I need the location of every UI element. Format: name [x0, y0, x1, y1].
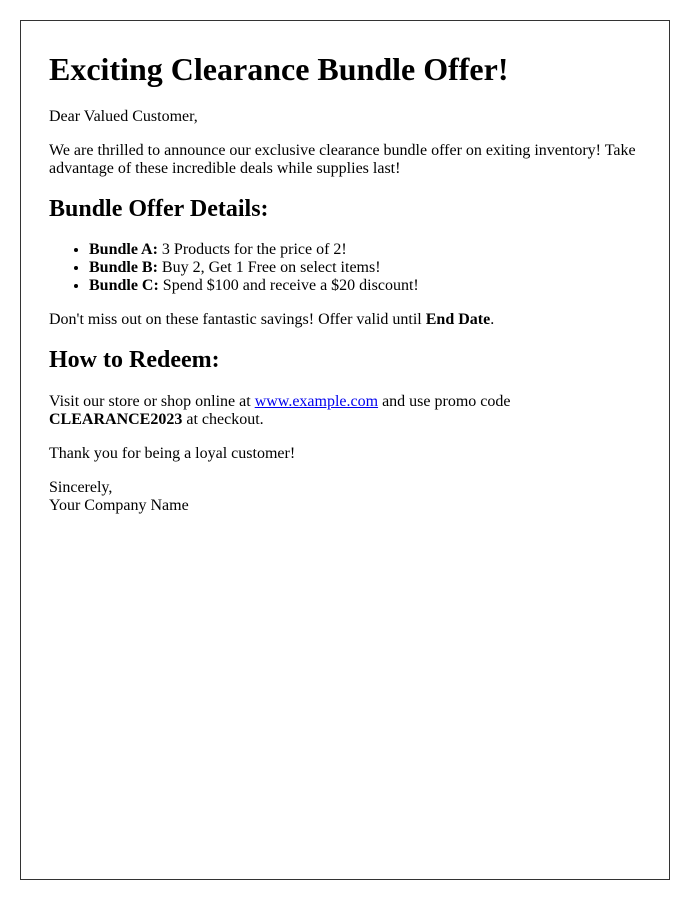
validity-paragraph [49, 311, 649, 329]
bundle-text: Buy 2, Get 1 Free on select items! [157, 259, 381, 277]
company-name: Your Company Name [49, 496, 189, 514]
redeem-paragraph [49, 393, 649, 429]
bundle-label: Bundle B: [89, 259, 158, 277]
end-date: End Date [425, 311, 491, 329]
redeem-text: at checkout. [182, 410, 264, 428]
bundle-list [49, 241, 649, 295]
redeem-text: and use promo code [378, 392, 511, 410]
list-item [89, 277, 649, 295]
store-link[interactable]: www.example.com [254, 392, 379, 410]
validity-end: . [490, 311, 495, 329]
greeting: Dear Valued Customer, [49, 107, 198, 125]
bundle-text: Spend $100 and receive a $20 discount! [158, 277, 419, 295]
promo-code: CLEARANCE2023 [49, 410, 183, 428]
letter-page [20, 20, 670, 880]
signoff: Sincerely, [49, 478, 113, 496]
redeem-heading: How to Redeem: [49, 347, 220, 374]
thanks-paragraph: Thank you for being a loyal customer! [49, 444, 296, 462]
signature-block [49, 479, 649, 515]
bundle-text: 3 Products for the price of 2! [157, 241, 347, 259]
bundle-label: Bundle C: [89, 277, 159, 295]
intro-paragraph: We are thrilled to announce our exclusive clearance bundle offer on exiting inventory! Take advantage of these incredible deals while supplies last! [49, 141, 636, 177]
bundle-label: Bundle A: [89, 241, 158, 259]
validity-text: Don't miss out on these fantastic savings! Offer valid until [49, 311, 426, 329]
list-item [89, 259, 649, 277]
list-item [89, 241, 649, 259]
redeem-text: Visit our store or shop online at [49, 392, 255, 410]
details-heading: Bundle Offer Details: [49, 195, 269, 222]
letter-title: Exciting Clearance Bundle Offer! [49, 51, 509, 87]
